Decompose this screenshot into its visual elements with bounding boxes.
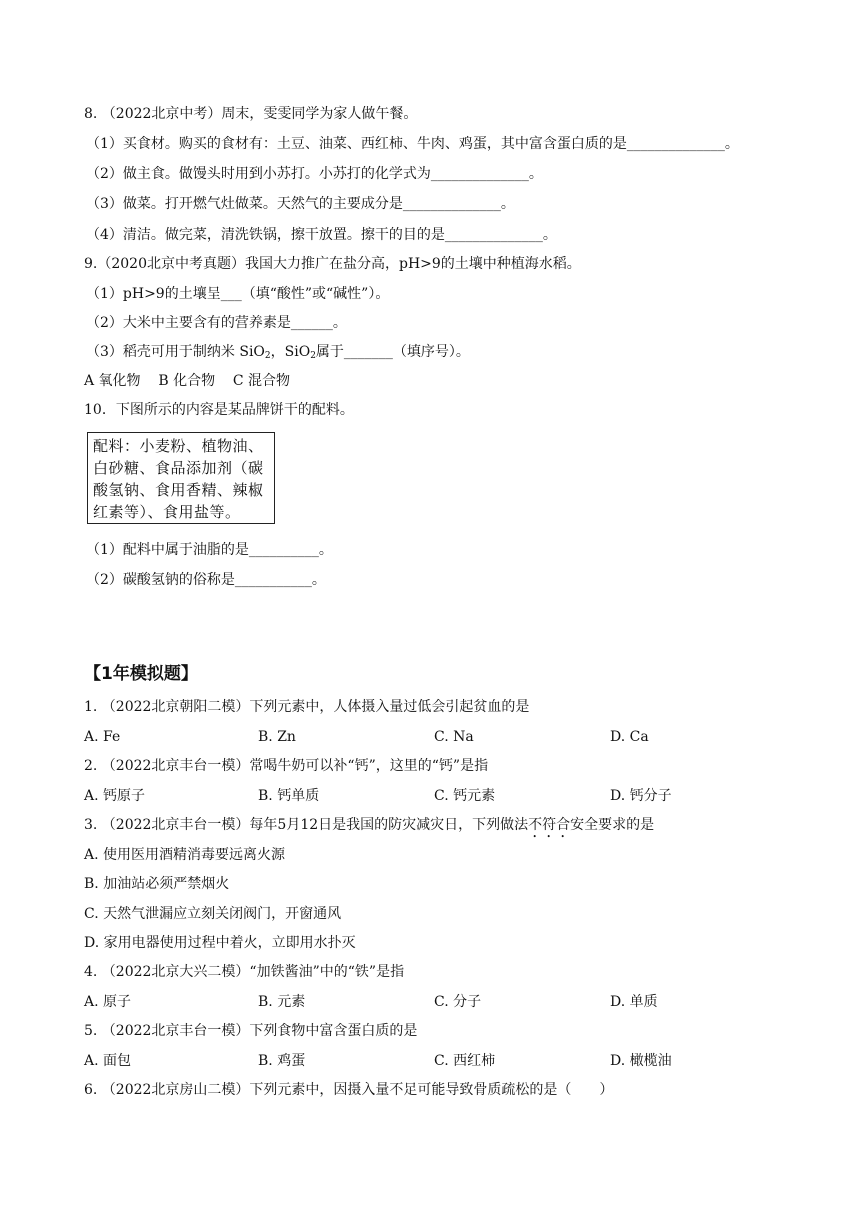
mq4-option-d: D. 单质 (610, 994, 658, 1010)
mq5-option-d: D. 橄榄油 (610, 1053, 672, 1069)
mq2-option-c: C. 钙元素 (434, 788, 496, 804)
ingredients-line: 配料：小麦粉、植物油、 (93, 437, 264, 455)
q9-sub1: （1）pH>9的土壤呈___（填“酸性”或“碱性”）。 (86, 286, 390, 302)
mq4-stem: 4. （2022北京大兴二模）“加铁酱油”中的“铁”是指 (84, 964, 405, 980)
mq1-option-d: D. Ca (610, 729, 649, 745)
mq5-option-c: C. 西红柿 (434, 1053, 496, 1069)
mq3-option-c: C. 天然气泄漏应立刻关闭阀门，开窗通风 (84, 906, 342, 922)
mq2-option-d: D. 钙分子 (610, 788, 672, 804)
q8-sub2: （2）做主食。做馒头时用到小苏打。小苏打的化学式为______________。 (86, 166, 543, 182)
ingredients-line: 酸氢钠、食用香精、辣椒 (93, 481, 264, 499)
subscript-2: 2 (310, 351, 316, 361)
ingredients-line: 红素等）、食用盐等。 (93, 503, 241, 521)
q9-sub3 (86, 342, 470, 366)
q8-sub1: （1）买食材。购买的食材有：土豆、油菜、西红柿、牛肉、鸡蛋，其中富含蛋白质的是______________。 (86, 136, 739, 152)
q10-stem: 10．下图所示的内容是某品牌饼干的配料。 (84, 402, 354, 418)
mq2-option-b: B. 钙单质 (258, 788, 320, 804)
ingredients-box (87, 432, 275, 524)
q9-sub3-part-b: ，SiO (270, 344, 311, 360)
mq6-stem: 6. （2022北京房山二模）下列元素中，因摄入量不足可能导致骨质疏松的是（ ） (84, 1082, 614, 1098)
q8-stem: 8. （2022北京中考）周末，雯雯同学为家人做午餐。 (84, 106, 418, 122)
q9-sub3-part-a: （3）稻壳可用于制纳米 SiO (86, 344, 265, 360)
q9-sub3-part-c: 属于_______（填序号）。 (315, 344, 470, 360)
mq3-option-d: D. 家用电器使用过程中着火，立即用水扑灭 (84, 935, 356, 951)
mq3-stem-part-b: 安全要求的是 (570, 817, 655, 833)
mq3-stem-part-a: 3. （2022北京丰台一模）每年5月12日是我国的防灾减灾日，下列做法 (84, 817, 529, 833)
mq3-option-a: A. 使用医用酒精消毒要远离火源 (84, 847, 286, 863)
mq4-option-b: B. 元素 (258, 994, 306, 1010)
section-title: 【1年模拟题】 (84, 664, 198, 684)
mq5-option-a: A. 面包 (84, 1053, 132, 1069)
mq1-option-c: C. Na (434, 729, 474, 745)
mq3-stem (84, 815, 654, 841)
ingredients-line: 白砂糖、食品添加剂（碳 (93, 459, 264, 477)
mq1-option-b: B. Zn (258, 729, 296, 745)
mq4-option-c: C. 分子 (434, 994, 482, 1010)
mq5-stem: 5. （2022北京丰台一模）下列食物中富含蛋白质的是 (84, 1023, 418, 1039)
q10-sub2: （2）碳酸氢钠的俗称是___________。 (86, 572, 326, 588)
q8-sub3: （3）做菜。打开燃气灶做菜。天然气的主要成分是______________。 (86, 196, 515, 212)
q8-sub4: （4）清洁。做完菜，清洗铁锅，擦干放置。擦干的目的是______________。 (86, 227, 557, 243)
subscript-2: 2 (264, 351, 271, 361)
q10-sub1: （1）配料中属于油脂的是__________。 (86, 542, 333, 558)
q9-options: A 氧化物 B 化合物 C 混合物 (84, 373, 291, 389)
mq2-stem: 2. （2022北京丰台一模）常喝牛奶可以补“钙”，这里的“钙”是指 (84, 758, 489, 774)
mq3-option-b: B. 加油站必须严禁烟火 (84, 876, 230, 892)
mq1-option-a: A. Fe (84, 729, 121, 745)
mq2-option-a: A. 钙原子 (84, 788, 146, 804)
mq1-stem: 1. （2022北京朝阳二模）下列元素中，人体摄入量过低会引起贫血的是 (84, 699, 530, 715)
q9-stem: 9.（2020北京中考真题）我国大力推广在盐分高，pH>9的土壤中种植海水稻。 (84, 256, 581, 272)
q9-sub2: （2）大米中主要含有的营养素是______。 (86, 315, 347, 331)
mq4-option-a: A. 原子 (84, 994, 132, 1010)
mq5-option-b: B. 鸡蛋 (258, 1053, 306, 1069)
mq3-emphasis: 不符合 (528, 817, 571, 833)
